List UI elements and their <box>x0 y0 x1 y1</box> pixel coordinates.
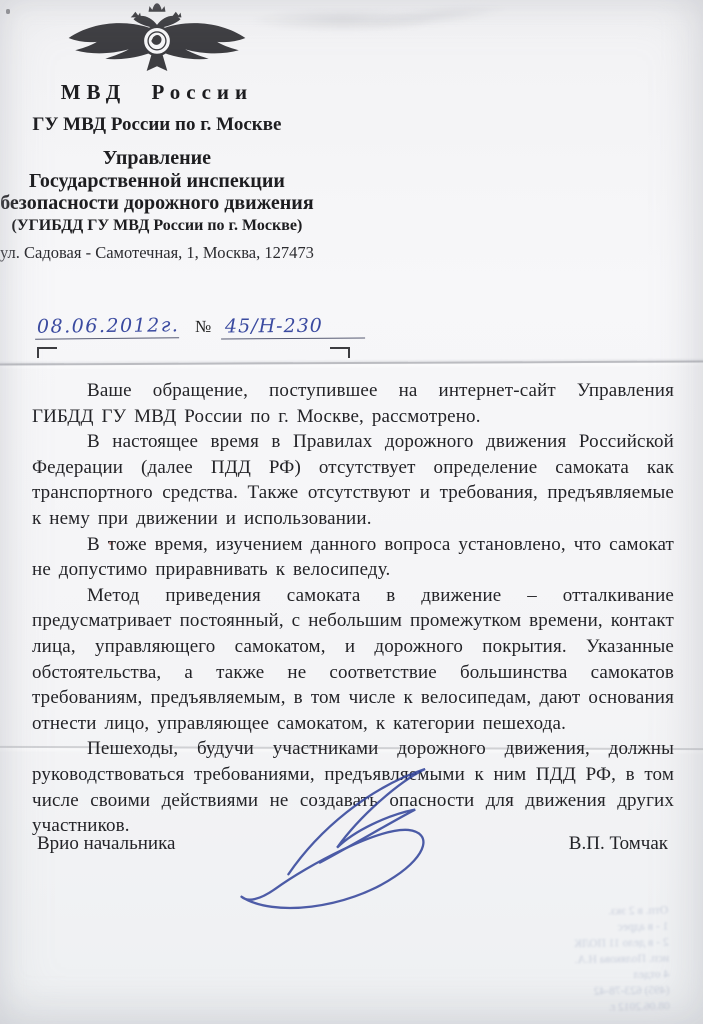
department-abbreviation: (УГИБДД ГУ МВД России по г. Москве) <box>11 216 303 234</box>
paragraph: Ваше обращение, поступившее на интернет-сайт Управления ГИБДД ГУ МВД России по г. Москве, рассмотрено. <box>32 380 674 427</box>
bleed-through-line: (495) 623-78-42 <box>593 984 670 998</box>
crop-mark-left <box>37 347 57 358</box>
bleed-through-line: 08.06.2012 г. <box>608 1000 670 1014</box>
paragraph: Метод приведения самоката в движение – отталкивание предусматривает постоянный, с небольшим промежутком времени, контакт лица, управляющего самокатом, и дорожного покрытия. Указанные обстоятельства, а также не соответствие большинства самокатов требованиям, предъявляемым, в том числе к велосипедам, дают основания отнести лицо, управляющее самокатом, к категории пешехода. <box>32 584 674 734</box>
paper-smudge <box>359 0 510 34</box>
bleed-through-text <box>496 903 670 1018</box>
signer-position-title: Врио начальника <box>37 833 176 854</box>
handwritten-signature-icon <box>203 768 459 924</box>
postal-address: ул. Садовая - Самотечная, 1, Москва, 127473 <box>0 242 314 262</box>
mvd-eagle-emblem-icon <box>63 0 251 78</box>
letterhead <box>0 0 314 263</box>
handwritten-outgoing-number: 45/Н-230 <box>221 314 365 339</box>
bleed-through-line: 2 - в дело 11 ПОЛК <box>574 936 669 951</box>
signer-name: В.П. Томчак <box>568 833 668 854</box>
department-line: Управление <box>102 147 212 169</box>
bleed-through-line: 1 - в адрес <box>617 920 669 934</box>
handwritten-date: 08.06.2012г. <box>35 314 179 340</box>
crop-mark-right <box>330 347 350 358</box>
ministry-name: МВД России <box>60 80 254 104</box>
paragraph: В тоже время, изучением данного вопроса установлено, что самокат не допустимо приравнивать к велосипеду. <box>32 533 675 581</box>
bleed-through-line: 4 отдел <box>633 968 670 982</box>
number-sign: № <box>195 317 212 336</box>
main-directorate-name: ГУ МВД России по г. Москве <box>32 114 282 135</box>
fold-crease <box>0 360 703 365</box>
reference-line <box>35 315 365 343</box>
bleed-through-line: исп. Полякова Н.А. <box>574 952 670 967</box>
department-line: безопасности дорожного движения <box>0 192 314 214</box>
department-name <box>0 147 314 215</box>
paragraph: Пешеходы, будучи участниками дорожного движения, должны руководствоваться требованиями, предъявляемыми к ним ПДД РФ, в том числе своими действиями не создавать опасности для движения других участников. <box>32 738 674 837</box>
department-line: Государственной инспекции <box>28 169 285 192</box>
bleed-through-line: Отп. в 2 экз. <box>608 904 669 918</box>
paragraph: В настоящее время в Правилах дорожного движения Российской Федерации (далее ПДД РФ) отсутствует определение самоката как транспортного средства. Также отсутствуют и требования, предъявляемые к нему при движении и использовании. <box>32 431 674 529</box>
